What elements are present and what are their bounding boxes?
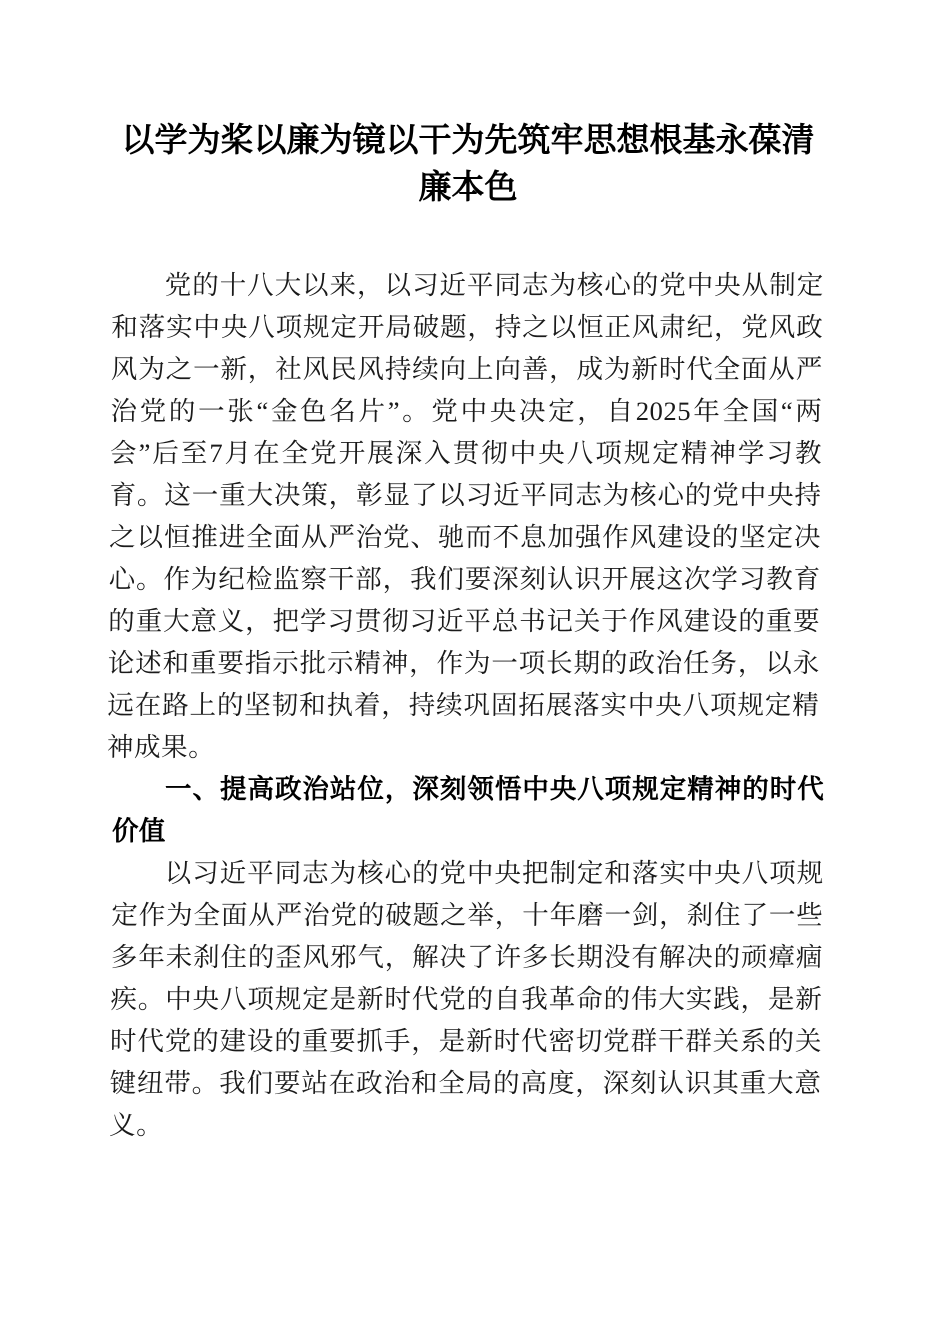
page-title-line-1: 以学为桨以廉为镜以干为先筑牢思想根基永葆: [121, 123, 782, 159]
page-title: [112, 118, 824, 212]
document-content: [106, 118, 824, 1146]
paragraph-section-1-body: 以习近平同志为核心的党中央把制定和落实中央八项规定作为全面从严治党的破题之举，十年磨一剑，刹住了一些多年未刹住的歪风邪气，解决了许多长期没有解决的顽瘴痼疾。中央八项规定是新时代党的自我革命的伟大实践，是新时代党的建设的重要抓手，是新时代密切党群干群关系的关键纽带。我们要站在政治和全局的高度，深刻认识其重大意义。: [108, 858, 824, 1140]
title-body-spacer: [112, 212, 824, 264]
paragraph-intro: 党的十八大以来，以习近平同志为核心的党中央从制定和落实中央八项规定开局破题，持之以恒正风肃纪，党风政风为之一新，社风民风持续向上向善，成为新时代全面从严治党的一张“金色名片”。党中央决定，自2025年全国“两会”后至7月在全党开展深入贯彻中央八项规定精神学习教育。这一重大决策，彰显了以习近平同志为核心的党中央持之以恒推进全面从严治党、驰而不息加强作风建设的坚定决心。作为纪检监察干部，我们要深刻认识开展这次学习教育的重大意义，把学习贯彻习近平总书记关于作风建设的重要论述和重要指示批示精神，作为一项长期的政治任务，以永远在路上的坚韧和执着，持续巩固拓展落实中央八项规定精神成果。: [106, 270, 824, 762]
page-title-line-2: 清廉本色: [418, 123, 815, 206]
section-heading-1: 一、提高政治站位，深刻领悟中央八项规定精神的时代价值: [112, 774, 824, 846]
